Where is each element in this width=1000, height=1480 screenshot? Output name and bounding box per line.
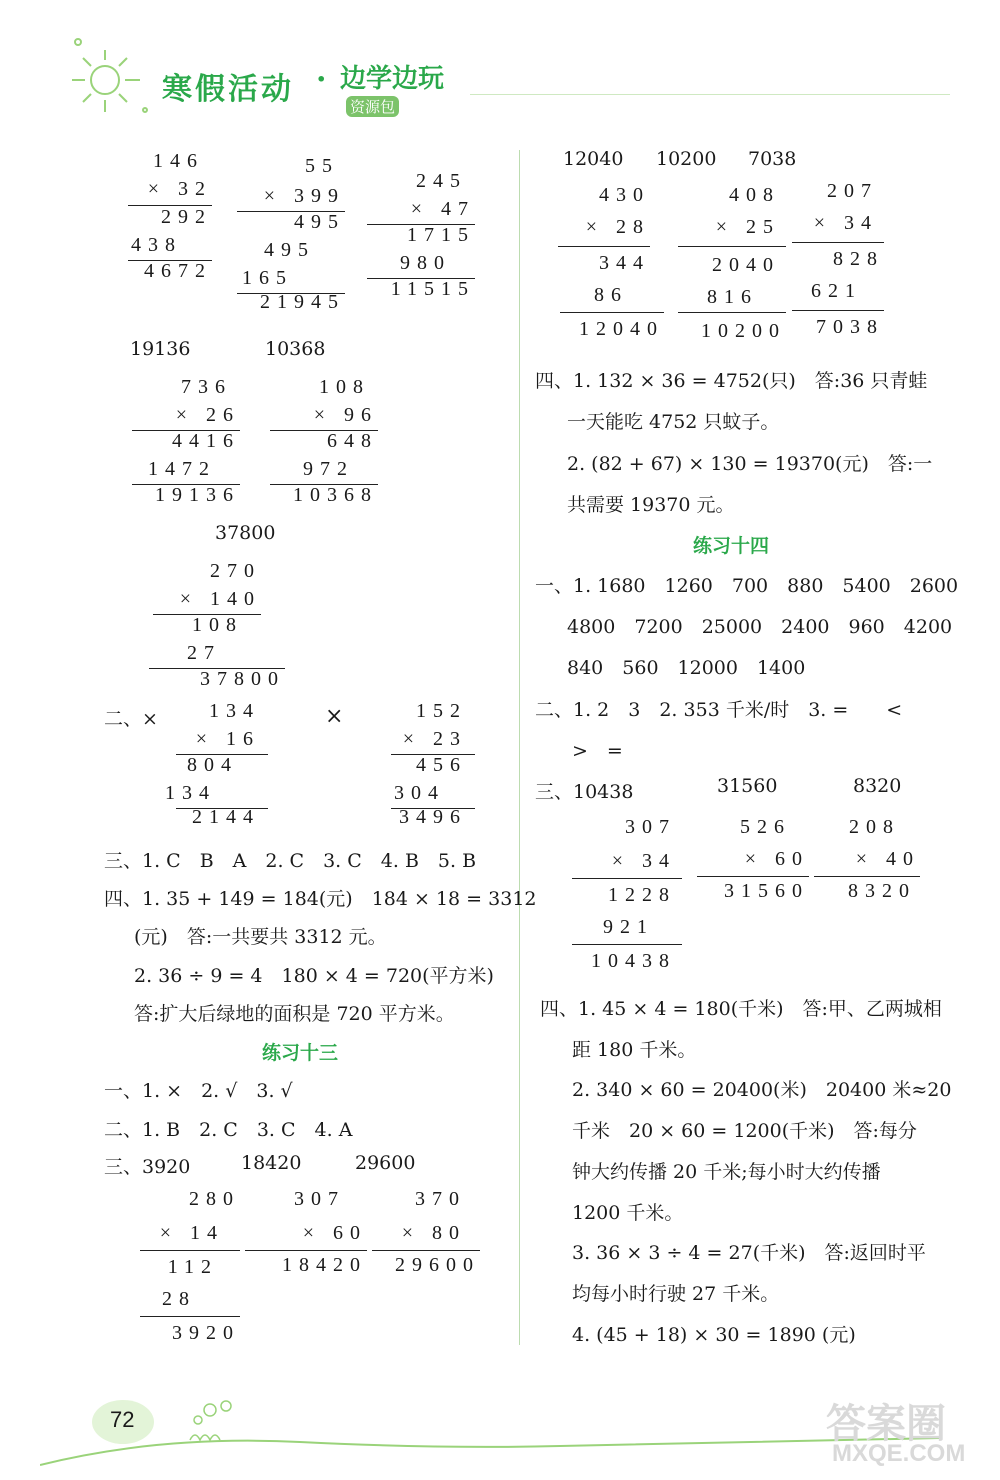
- calc-multiplier: × 47: [410, 198, 475, 220]
- calc-partial: 27: [187, 642, 221, 664]
- calc-multiplicand: 152: [416, 700, 467, 722]
- calc-vertical: [200, 155, 345, 320]
- calc-multiplicand: 736: [181, 376, 232, 398]
- calc-multiplicand: 307: [294, 1188, 345, 1210]
- calc-partial: 648: [327, 430, 378, 452]
- calc-multiplier: × 34: [813, 212, 878, 234]
- calc-result: 10438: [591, 950, 676, 972]
- answer-value: 10368: [265, 338, 326, 360]
- calc-multiplicand: 408: [729, 184, 780, 206]
- calc-line: [792, 310, 884, 311]
- calc-multiplicand: 526: [740, 816, 791, 838]
- answer-line: 3. 36 × 3 ÷ 4 = 27(千米) 答:返回时平: [572, 1242, 926, 1264]
- answer-line: 二、1. 2 3 2. 353 千米/时 3. = <: [535, 699, 903, 721]
- calc-result: 10200: [701, 320, 786, 342]
- calc-vertical: [128, 700, 268, 840]
- answer-value: 19136: [130, 338, 191, 360]
- answer-line: 一、1. × 2. √ 3. √: [104, 1080, 293, 1102]
- calc-result: 31560: [724, 880, 809, 902]
- answer-line: 2. 340 × 60 = 20400(米) 20400 米≈20: [572, 1079, 952, 1101]
- calc-multiplier: × 28: [585, 216, 650, 238]
- answer-line: 四、1. 45 × 4 = 180(千米) 答:甲、乙两城相: [540, 998, 942, 1020]
- answer-value: 8320: [853, 775, 902, 797]
- title-dot: ·: [316, 62, 327, 97]
- calc-vertical: [145, 560, 285, 700]
- answer-line: 答:扩大后绿地的面积是 720 平方米。: [134, 1003, 455, 1025]
- answer-line: 840 560 12000 1400: [567, 657, 806, 679]
- calc-line: [558, 246, 650, 247]
- answer-line: (元) 答:一共要共 3312 元。: [134, 926, 387, 948]
- header: [50, 30, 950, 130]
- answer-line: 共需要 19370 元。: [567, 494, 735, 516]
- calc-line: [245, 1250, 367, 1251]
- calc-partial: 1228: [608, 884, 676, 906]
- calc-multiplier: × 80: [401, 1222, 466, 1244]
- calc-multiplier: × 32: [147, 178, 212, 200]
- calc-multiplier: × 140: [179, 588, 261, 610]
- header-rule: [470, 94, 950, 95]
- calc-vertical: [245, 1188, 367, 1288]
- calc-line: [572, 944, 682, 945]
- answer-value: 18420: [241, 1152, 302, 1174]
- calc-partial: 292: [161, 206, 212, 228]
- calc-partial: 495: [264, 239, 315, 261]
- section-heading: 练习十三: [262, 1042, 339, 1064]
- section-label: 二、×: [104, 708, 158, 730]
- calc-partial: 495: [294, 211, 345, 233]
- calc-multiplicand: 207: [827, 180, 878, 202]
- calc-partial: 921: [603, 916, 654, 938]
- calc-partial: 304: [394, 782, 445, 804]
- calc-result: 21945: [260, 291, 345, 313]
- calc-line: [140, 1250, 240, 1251]
- column-divider: [519, 150, 520, 1345]
- section-heading: 练习十四: [693, 535, 770, 557]
- answer-line: 千米 20 × 60 = 1200(千米) 答:每分: [572, 1120, 917, 1142]
- calc-vertical: [100, 1188, 240, 1348]
- calc-partial: 1472: [148, 458, 216, 480]
- page-number: 72: [110, 1407, 135, 1432]
- calc-line: [697, 876, 809, 877]
- calc-vertical: [238, 376, 378, 516]
- calc-vertical: [82, 150, 212, 290]
- calc-partial: 4416: [172, 430, 240, 452]
- calc-line: [792, 242, 884, 243]
- calc-multiplicand: 307: [625, 816, 676, 838]
- calc-result: 4672: [144, 260, 212, 282]
- answer-line: 2. 36 ÷ 9 = 4 180 × 4 = 720(平方米): [134, 965, 494, 987]
- calc-multiplicand: 55: [305, 155, 339, 177]
- answer-line: 距 180 千米。: [572, 1039, 697, 1061]
- answer-line: 2. (82 + 67) × 130 = 19370(元) 答:一: [567, 453, 933, 475]
- answer-value: 7038: [748, 148, 797, 170]
- calc-result: 18420: [282, 1254, 367, 1276]
- calc-vertical: [676, 184, 786, 344]
- calc-partial: 828: [833, 248, 884, 270]
- calc-vertical: [560, 184, 664, 344]
- answer-value: 37800: [215, 522, 276, 544]
- calc-vertical: [697, 816, 809, 916]
- calc-multiplier: × 60: [302, 1222, 367, 1244]
- calc-line: [678, 312, 786, 313]
- calc-vertical: [812, 816, 920, 916]
- calc-vertical: [570, 816, 682, 976]
- calc-result: 3496: [399, 806, 467, 828]
- watermark-text: 答案圈: [826, 1401, 946, 1447]
- calc-multiplicand: 280: [189, 1188, 240, 1210]
- calc-partial: 112: [167, 1256, 218, 1278]
- sun-ornament-icon: [50, 30, 170, 120]
- calc-partial: 134: [165, 782, 216, 804]
- calc-partial: 816: [707, 286, 758, 308]
- calc-result: 12040: [579, 318, 664, 340]
- calc-result: 2144: [192, 806, 260, 828]
- calc-multiplier: × 23: [402, 728, 467, 750]
- answer-line: 三、3920: [104, 1156, 191, 1178]
- calc-multiplier: × 26: [175, 404, 240, 426]
- calc-partial: 2040: [712, 254, 780, 276]
- answer-line: 四、1. 132 × 36 = 4752(只) 答:36 只青蛙: [535, 370, 928, 392]
- calc-multiplicand: 134: [209, 700, 260, 722]
- answer-line: 4. (45 + 18) × 30 = 1890 (元): [572, 1324, 856, 1346]
- answer-line: 一天能吃 4752 只蚊子。: [567, 411, 780, 433]
- answer-line: 三、10438: [535, 781, 634, 803]
- calc-multiplier: × 14: [159, 1222, 224, 1244]
- answer-line: 一、1. 1680 1260 700 880 5400 2600: [535, 575, 959, 597]
- calc-multiplicand: 370: [415, 1188, 466, 1210]
- answer-value: 29600: [355, 1152, 416, 1174]
- calc-multiplier: × 25: [715, 216, 780, 238]
- watermark-url: MXQE.COM: [832, 1440, 966, 1467]
- calc-multiplicand: 430: [599, 184, 650, 206]
- calc-partial: 980: [400, 252, 451, 274]
- calc-line: [814, 876, 920, 877]
- calc-multiplicand: 108: [319, 376, 370, 398]
- calc-result: 37800: [200, 668, 285, 690]
- calc-multiplicand: 146: [153, 150, 204, 172]
- calc-multiplier: × 34: [611, 850, 676, 872]
- calc-partial: 1715: [407, 224, 475, 246]
- calc-result: 7038: [816, 316, 884, 338]
- calc-result: 8320: [848, 880, 916, 902]
- book-title: 寒假活动: [162, 72, 294, 107]
- answer-line: 三、1. C B A 2. C 3. C 4. B 5. B: [104, 850, 477, 872]
- resource-badge: 资源包: [346, 96, 399, 117]
- footer-vine-decoration: [40, 1380, 960, 1470]
- calc-line: [678, 246, 786, 247]
- answer-line: 1200 千米。: [572, 1202, 684, 1224]
- calc-vertical: [335, 700, 475, 840]
- calc-partial: 28: [162, 1288, 196, 1310]
- calc-partial: 165: [242, 267, 293, 289]
- calc-result: 3920: [172, 1322, 240, 1344]
- calc-partial: 86: [594, 284, 628, 306]
- cross-mark: ×: [325, 704, 344, 729]
- answer-line: 4800 7200 25000 2400 960 4200: [567, 616, 953, 638]
- calc-vertical: [330, 170, 475, 310]
- answer-value: 12040: [563, 148, 624, 170]
- calc-result: 11515: [390, 278, 475, 300]
- calc-result: 10368: [293, 484, 378, 506]
- answer-line: 均每小时行驶 27 千米。: [572, 1283, 780, 1305]
- answer-line: 二、1. B 2. C 3. C 4. A: [104, 1119, 353, 1141]
- calc-partial: 344: [599, 252, 650, 274]
- calc-partial: 621: [811, 280, 862, 302]
- calc-multiplicand: 208: [849, 816, 900, 838]
- calc-multiplicand: 245: [416, 170, 467, 192]
- calc-multiplier: × 16: [195, 728, 260, 750]
- calc-vertical: [372, 1188, 480, 1288]
- answer-line: 钟大约传播 20 千米;每小时大约传播: [572, 1161, 881, 1183]
- calc-multiplier: × 96: [313, 404, 378, 426]
- calc-line: [572, 878, 682, 879]
- calc-multiplier: × 399: [263, 185, 345, 207]
- calc-partial: 972: [303, 458, 354, 480]
- calc-line: [140, 1316, 240, 1317]
- calc-partial: 456: [416, 754, 467, 776]
- book-subtitle: 边学边玩: [340, 64, 445, 94]
- calc-multiplier: × 60: [744, 848, 809, 870]
- calc-multiplicand: 270: [210, 560, 261, 582]
- answer-value: 10200: [656, 148, 717, 170]
- answer-line: 四、1. 35 + 149 = 184(元) 184 × 18 = 3312: [104, 888, 537, 910]
- calc-line: [560, 312, 664, 313]
- answer-line: > =: [572, 740, 623, 762]
- calc-partial: 438: [131, 234, 182, 256]
- calc-partial: 804: [187, 754, 238, 776]
- calc-result: 29600: [395, 1254, 480, 1276]
- calc-vertical: [100, 376, 240, 516]
- calc-vertical: [792, 180, 892, 340]
- calc-line: [372, 1250, 480, 1251]
- calc-multiplier: × 40: [855, 848, 920, 870]
- answer-value: 31560: [717, 775, 778, 797]
- calc-partial: 108: [192, 614, 243, 636]
- calc-result: 19136: [155, 484, 240, 506]
